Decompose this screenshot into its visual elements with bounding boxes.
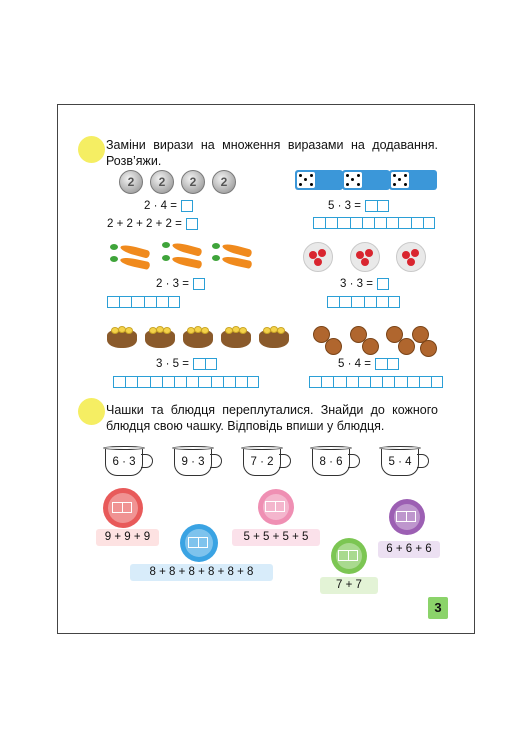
answer-box[interactable]: [377, 200, 389, 212]
coin-icon: 2: [181, 170, 205, 194]
answer-box[interactable]: [362, 217, 374, 229]
domino-icon: [389, 170, 437, 190]
answer-box[interactable]: [338, 550, 348, 561]
answer-box[interactable]: [364, 296, 376, 308]
plate-icon: [350, 242, 380, 272]
answer-box[interactable]: [337, 217, 349, 229]
saucer-red-label: 9 + 9 + 9: [96, 529, 159, 546]
answer-box[interactable]: [181, 200, 193, 212]
cup-4: 8 · 6: [312, 448, 352, 478]
answer-box[interactable]: [358, 376, 370, 388]
answer-box[interactable]: [348, 550, 358, 561]
answer-box[interactable]: [394, 376, 406, 388]
task1-text: Заміни вирази на множення виразами на додавання. Розв’яжи.: [106, 138, 438, 168]
answer-box[interactable]: [398, 217, 410, 229]
answer-box[interactable]: [351, 296, 363, 308]
answer-box[interactable]: [327, 296, 339, 308]
answer-box[interactable]: [125, 376, 137, 388]
answer-box[interactable]: [387, 358, 399, 370]
answer-box[interactable]: [193, 358, 205, 370]
saucer-pink-label: 5 + 5 + 5 + 5: [232, 529, 320, 546]
task-bullet-1: [78, 136, 105, 163]
cookies-addition-row: [309, 376, 443, 388]
answer-box[interactable]: [376, 296, 388, 308]
saucer-green-label: 7 + 7: [320, 577, 378, 594]
answer-box[interactable]: [265, 501, 275, 512]
answer-box[interactable]: [211, 376, 223, 388]
answer-box[interactable]: [144, 296, 156, 308]
answer-box[interactable]: [411, 217, 423, 229]
answer-box[interactable]: [122, 502, 132, 513]
cookie-icon: [398, 338, 415, 355]
answer-box[interactable]: [386, 217, 398, 229]
answer-box[interactable]: [119, 296, 131, 308]
answer-box[interactable]: [419, 376, 431, 388]
basket-icon: [145, 330, 175, 348]
task-bullet-2: [78, 398, 105, 425]
answer-box[interactable]: [406, 511, 416, 522]
baskets-equation: 3 · 5 =: [156, 357, 217, 371]
cookie-icon: [420, 340, 437, 357]
cherries-addition-row: [327, 296, 400, 308]
answer-box[interactable]: [333, 376, 345, 388]
answer-box[interactable]: [309, 376, 321, 388]
saucer-purple-label: 6 + 6 + 6: [378, 541, 440, 558]
answer-box[interactable]: [131, 296, 143, 308]
answer-box[interactable]: [396, 511, 406, 522]
saucer-purple: [389, 499, 425, 535]
answer-box[interactable]: [223, 376, 235, 388]
cup-5: 5 · 4: [381, 448, 421, 478]
domino-icon: [295, 170, 343, 190]
answer-box[interactable]: [186, 218, 198, 230]
dominoes-addition-row: [313, 217, 435, 229]
cherries-equation: 3 · 3 =: [340, 277, 389, 291]
answer-box[interactable]: [313, 217, 325, 229]
answer-box[interactable]: [388, 296, 400, 308]
coin-icon: 2: [150, 170, 174, 194]
answer-box[interactable]: [382, 376, 394, 388]
cup-2: 9 · 3: [174, 448, 214, 478]
answer-box[interactable]: [193, 278, 205, 290]
basket-icon: [183, 330, 213, 348]
cup-1: 6 · 3: [105, 448, 145, 478]
answer-box[interactable]: [325, 217, 337, 229]
saucer-blue: [180, 524, 218, 562]
answer-box[interactable]: [150, 376, 162, 388]
coins-addition: 2 + 2 + 2 + 2 =: [107, 217, 198, 231]
baskets-addition-row: [113, 376, 259, 388]
answer-box[interactable]: [162, 376, 174, 388]
answer-box[interactable]: [275, 501, 285, 512]
basket-icon: [221, 330, 251, 348]
basket-icon: [107, 330, 137, 348]
answer-box[interactable]: [137, 376, 149, 388]
coins-multiplication: 2 · 4 =: [144, 199, 193, 213]
answer-box[interactable]: [350, 217, 362, 229]
answer-box[interactable]: [247, 376, 259, 388]
answer-box[interactable]: [113, 376, 125, 388]
saucer-pink: [258, 489, 294, 525]
answer-box[interactable]: [374, 217, 386, 229]
answer-box[interactable]: [370, 376, 382, 388]
answer-box[interactable]: [346, 376, 358, 388]
carrots-addition-row: [107, 296, 180, 308]
answer-box[interactable]: [377, 278, 389, 290]
page-number: 3: [428, 597, 448, 619]
cup-3: 7 · 2: [243, 448, 283, 478]
saucer-red: [103, 488, 143, 528]
saucer-green: [331, 538, 367, 574]
answer-box[interactable]: [198, 537, 208, 548]
domino-icon: [342, 170, 390, 190]
answer-box[interactable]: [188, 537, 198, 548]
answer-box[interactable]: [186, 376, 198, 388]
carrots-equation: 2 · 3 =: [156, 277, 205, 291]
answer-box[interactable]: [375, 358, 387, 370]
plate-icon: [396, 242, 426, 272]
answer-box[interactable]: [174, 376, 186, 388]
task2-text: Чашки та блюдця переплуталися. Знайди до кожного блюдця свою чашку. Відповідь впиши у блюдця.: [106, 403, 438, 433]
saucer-blue-label: 8 + 8 + 8 + 8 + 8 + 8: [130, 564, 273, 581]
basket-icon: [259, 330, 289, 348]
coin-icon: 2: [212, 170, 236, 194]
answer-box[interactable]: [198, 376, 210, 388]
answer-box[interactable]: [431, 376, 443, 388]
answer-box[interactable]: [112, 502, 122, 513]
answer-box[interactable]: [107, 296, 119, 308]
answer-box[interactable]: [168, 296, 180, 308]
answer-box[interactable]: [407, 376, 419, 388]
answer-box[interactable]: [365, 200, 377, 212]
dominoes-equation: 5 · 3 =: [328, 199, 389, 213]
answer-box[interactable]: [423, 217, 435, 229]
answer-box[interactable]: [339, 296, 351, 308]
plate-icon: [303, 242, 333, 272]
answer-box[interactable]: [321, 376, 333, 388]
coin-icon: 2: [119, 170, 143, 194]
answer-box[interactable]: [235, 376, 247, 388]
cookies-equation: 5 · 4 =: [338, 357, 399, 371]
answer-box[interactable]: [205, 358, 217, 370]
cookie-icon: [325, 338, 342, 355]
answer-box[interactable]: [156, 296, 168, 308]
cookie-icon: [362, 338, 379, 355]
